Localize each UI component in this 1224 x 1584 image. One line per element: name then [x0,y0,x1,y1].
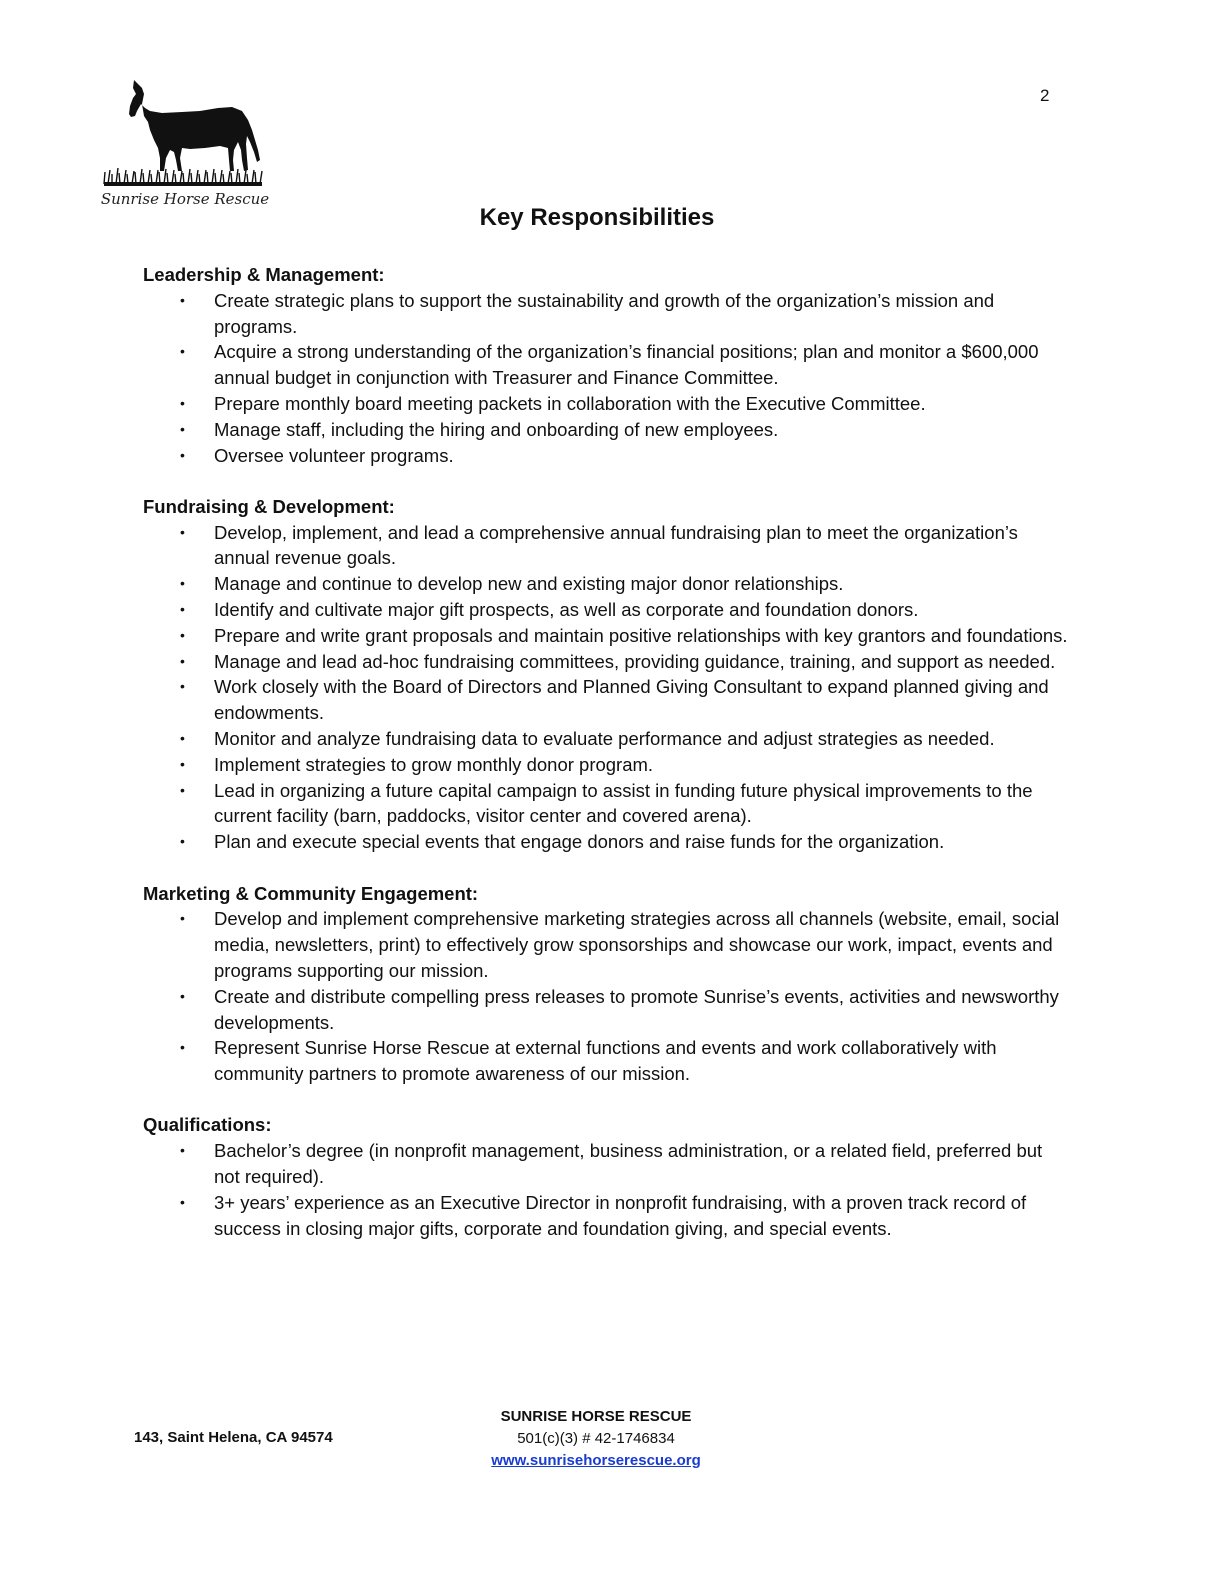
bullet-icon: • [180,1193,185,1210]
bullet-icon: • [180,601,185,618]
list-item-text: Plan and execute special events that engage donors and raise funds for the organization. [214,831,945,853]
list-item [143,752,1073,778]
bullet-list [143,906,1073,1087]
list-item [143,829,1073,855]
list-item-text: Create strategic plans to support the sustainability and growth of the organization’s mission and programs. [214,289,995,337]
bullet-icon: • [180,343,185,360]
horse-silhouette-icon [100,78,270,190]
list-item-text: Implement strategies to grow monthly donor program. [214,753,654,775]
bullet-list [143,288,1073,469]
bullet-icon: • [180,730,185,747]
bullet-icon: • [180,291,185,308]
section-heading: Leadership & Management: [143,264,385,285]
list-item [143,726,1073,752]
bullet-list [143,1138,1073,1241]
list-item-text: Manage and continue to develop new and existing major donor relationships. [214,573,844,595]
bullet-icon: • [180,678,185,695]
list-item-text: Represent Sunrise Horse Rescue at external functions and events and work collaboratively with community partners to promote awareness of our mission. [214,1037,997,1085]
list-item [143,674,1073,726]
list-item [143,391,1073,417]
section-heading: Marketing & Community Engagement: [143,882,479,904]
bullet-list [143,520,1073,855]
list-item-text: Prepare and write grant proposals and maintain positive relationships with key grantors and foundations. [214,624,1068,646]
organization-logo [100,78,270,218]
list-item [143,443,1073,469]
bullet-icon: • [180,652,185,669]
list-item [143,649,1073,675]
list-item [143,906,1073,983]
list-item-text: Prepare monthly board meeting packets in collaboration with the Executive Committee. [214,392,926,414]
list-item [143,571,1073,597]
bullet-icon: • [180,420,185,437]
list-item-text: Create and distribute compelling press releases to promote Sunrise’s events, activities and newsworthy developments. [214,985,1059,1033]
bullet-icon: • [180,1142,185,1159]
list-item-text: Monitor and analyze fundraising data to evaluate performance and adjust strategies as needed. [214,728,995,750]
list-item [143,288,1073,340]
bullet-icon: • [180,781,185,798]
list-item [143,597,1073,623]
bullet-icon: • [180,755,185,772]
list-item-text: Oversee volunteer programs. [214,444,454,466]
bullet-icon: • [180,523,185,540]
section-heading: Qualifications: [143,1114,272,1136]
responsibilities-content [143,262,1073,1267]
section [143,1112,1073,1241]
list-item [143,984,1073,1036]
list-item [143,1138,1073,1190]
list-item-text: Lead in organizing a future capital campaign to assist in funding future physical improvements to the current facility (barn, paddocks, visitor center and covered arena). [214,779,1033,827]
list-item-text: Identify and cultivate major gift prospects, as well as corporate and foundation donors. [214,599,919,621]
list-item-text: Manage and lead ad-hoc fundraising committees, providing guidance, training, and support as needed. [214,650,1056,672]
list-item [143,1190,1073,1242]
footer-tax-id: 501(c)(3) # 42-1746834 [517,1430,675,1447]
page-title: Key Responsibilities [479,204,715,231]
list-item-text: Work closely with the Board of Directors and Planned Giving Consultant to expand planned giving and endowments. [214,676,1049,724]
list-item [143,520,1073,572]
list-item [143,339,1073,391]
footer-address: 143, Saint Helena, CA 94574 [134,1429,333,1446]
bullet-icon: • [180,1039,185,1056]
list-item [143,623,1073,649]
list-item [143,417,1073,443]
list-item-text: Bachelor’s degree (in nonprofit management, business administration, or a related field, preferred but not required). [214,1140,1043,1187]
bullet-icon: • [180,833,185,850]
section [143,881,1073,1087]
section-heading: Fundraising & Development: [143,495,395,517]
list-item-text: 3+ years’ experience as an Executive Director in nonprofit fundraising, with a proven track record of success in closing major gifts, corporate and foundation giving, and special events. [214,1191,1027,1239]
bullet-icon: • [180,575,185,592]
section [143,262,1073,468]
list-item-text: Manage staff, including the hiring and onboarding of new employees. [214,418,779,440]
bullet-icon: • [180,394,185,411]
list-item-text: Develop and implement comprehensive marketing strategies across all channels (website, email, social media, newsletters, print) to effectively grow sponsorships and showcase our work, impact, events and programs supporting our mission. [214,908,1060,981]
footer-website-link[interactable]: www.sunrisehorserescue.org [491,1452,701,1469]
list-item-text: Develop, implement, and lead a comprehensive annual fundraising plan to meet the organization’s annual revenue goals. [214,521,1018,569]
section [143,494,1073,855]
footer-org-name: SUNRISE HORSE RESCUE [500,1408,692,1425]
bullet-icon: • [180,626,185,643]
list-item-text: Acquire a strong understanding of the organization’s financial positions; plan and monitor a $600,000 annual budget in conjunction with Treasurer and Finance Committee. [214,341,1039,389]
bullet-icon: • [180,987,185,1004]
list-item [143,1035,1073,1087]
logo-text: Sunrise Horse Rescue [100,190,270,208]
bullet-icon: • [180,910,185,927]
list-item [143,778,1073,830]
page-number: 2 [1040,86,1050,105]
footer-org-info [446,1406,746,1472]
bullet-icon: • [180,446,185,463]
